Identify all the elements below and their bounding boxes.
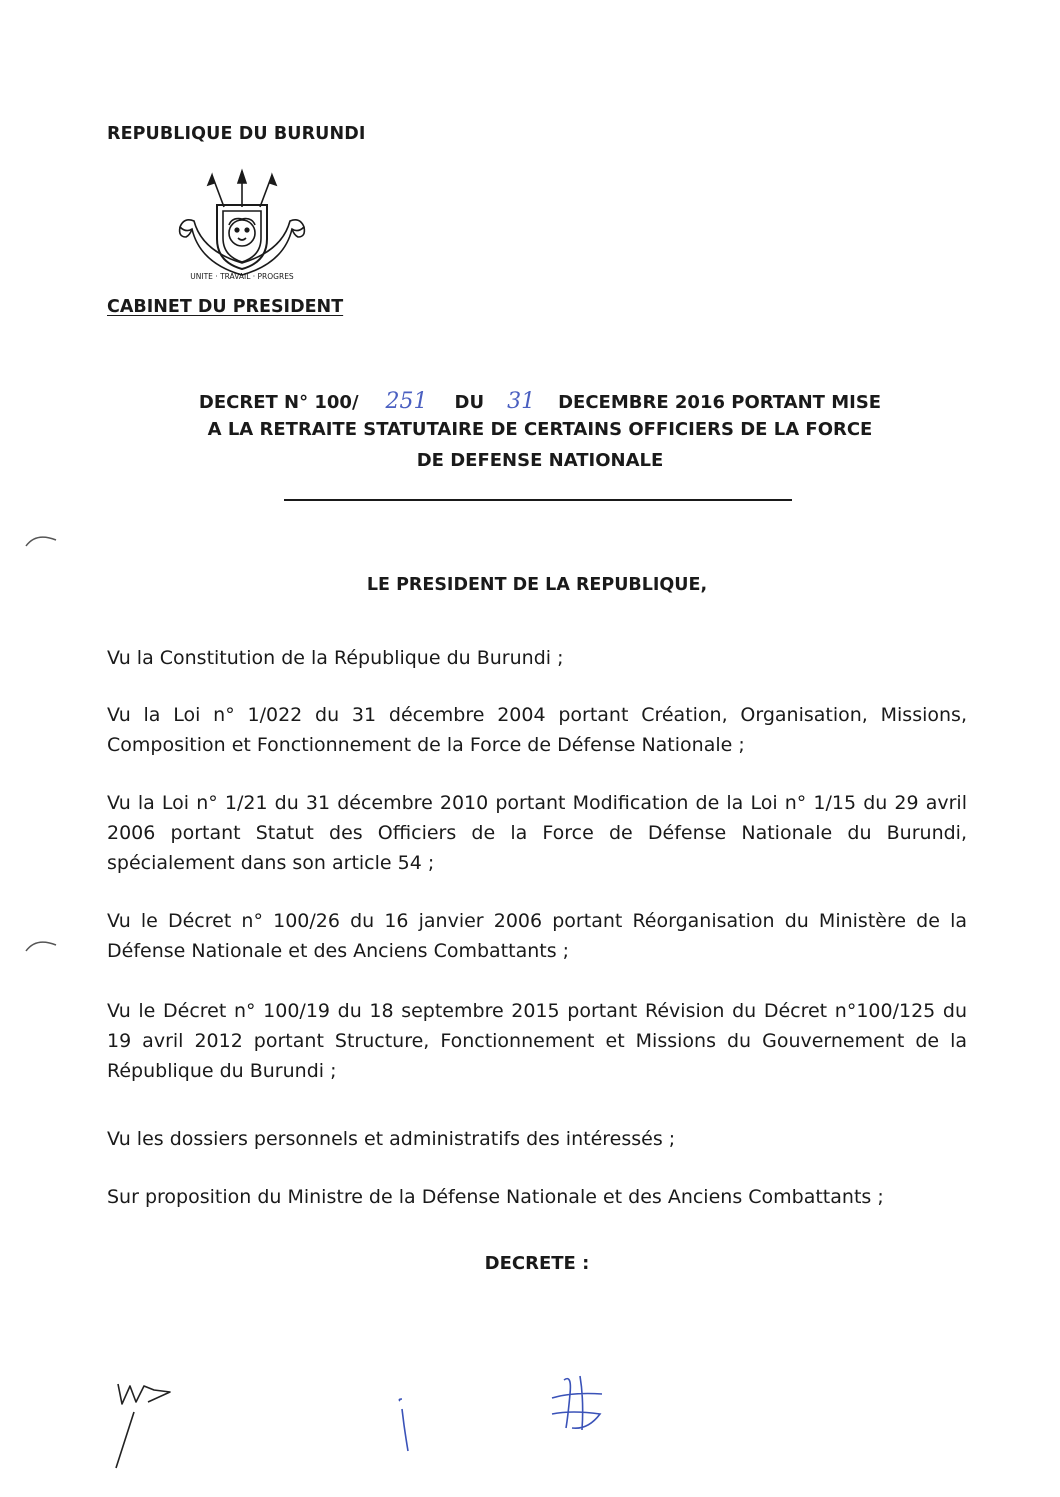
paragraph-decret-2015: Vu le Décret n° 100/19 du 18 septembre 2015 portant Révision du Décret n°100/125 du 19 avril 2012 portant Structure, Fonctionnement et Missions du Gouvernement de la République du Burundi ; — [107, 1000, 967, 1082]
decrete-heading: DECRETE : — [484, 1253, 590, 1274]
title-separator-rule — [284, 499, 792, 501]
decree-title-line-1 — [140, 389, 940, 414]
paragraph-dossiers: Vu les dossiers personnels et administratifs des intéressés ; — [107, 1128, 676, 1150]
decree-date-rest: DECEMBRE 2016 PORTANT MISE — [558, 392, 882, 413]
coat-of-arms-icon — [172, 167, 312, 292]
office-heading: CABINET DU PRESIDENT — [107, 297, 344, 317]
paragraph-loi-2004: Vu la Loi n° 1/022 du 31 décembre 2004 portant Création, Organisation, Missions, Composition et Fonctionnement de la Force de Défense Nationale ; — [107, 704, 967, 756]
paragraph-decret-2006: Vu le Décret n° 100/26 du 16 janvier 2006 portant Réorganisation du Ministère de la Défense Nationale et des Anciens Combattants ; — [107, 910, 967, 962]
country-heading: REPUBLIQUE DU BURUNDI — [107, 124, 366, 144]
decree-title-line-3: DE DEFENSE NATIONALE — [416, 450, 664, 471]
signature-initials-right — [542, 1370, 612, 1440]
punch-hole-mark — [22, 530, 62, 550]
handwritten-decree-number: 251 — [385, 389, 428, 414]
paragraph-proposition: Sur proposition du Ministre de la Défense Nationale et des Anciens Combattants ; — [107, 1186, 884, 1208]
signature-initials-left — [108, 1372, 188, 1472]
svg-text:UNITE · TRAVAIL · PROGRES: UNITE · TRAVAIL · PROGRES — [190, 272, 294, 281]
decree-du: DU — [454, 392, 485, 413]
decree-title-line-2: A LA RETRAITE STATUTAIRE DE CERTAINS OFFICIERS DE LA FORCE — [207, 419, 873, 440]
signature-initials-center — [392, 1395, 422, 1455]
decree-prefix: DECRET N° 100/ — [198, 392, 359, 413]
paragraph-loi-2010: Vu la Loi n° 1/21 du 31 décembre 2010 portant Modification de la Loi n° 1/15 du 29 avril 2006 portant Statut des Officiers de la Force de Défense Nationale du Burundi, spécialement dans son article 54 ; — [107, 792, 967, 874]
president-heading: LE PRESIDENT DE LA REPUBLIQUE, — [366, 575, 708, 595]
paragraph-constitution: Vu la Constitution de la République du Burundi ; — [107, 647, 564, 669]
handwritten-day: 31 — [507, 389, 536, 414]
punch-hole-mark — [22, 935, 62, 955]
